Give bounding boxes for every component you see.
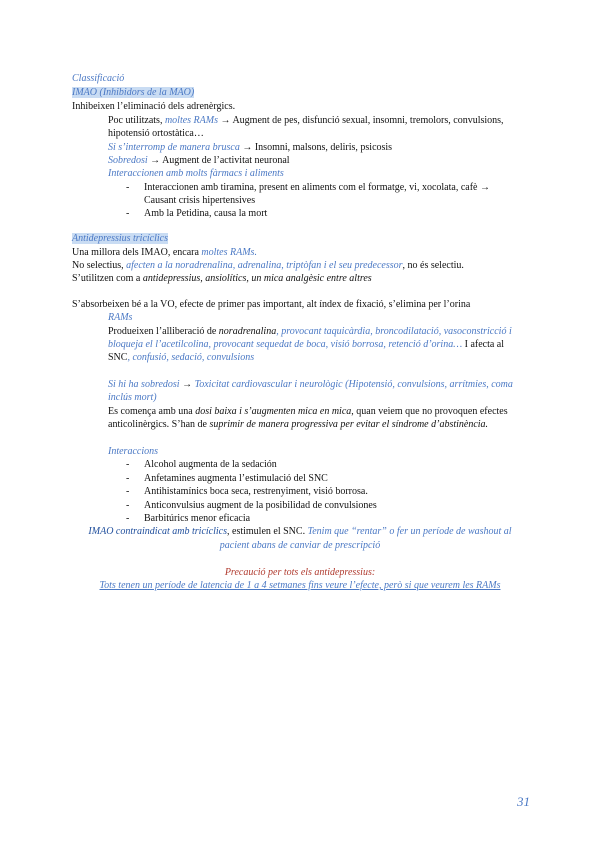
- imao-uses-cont: hipotensió ortostàtica…: [108, 128, 204, 139]
- tricyclic-line2: No selectius, afecten a la noradrenalina, adrenalina, triptòfan i el seu predecessor, no és selectiu.: [72, 260, 464, 271]
- tricyclic-heading: Antidepressius tricíclics: [72, 233, 169, 244]
- tricyclic-line3: S’utilitzen com a antidepressius, ansiolítics, un mica analgèsic entre altres: [72, 273, 372, 284]
- latency-note: Tots tenen un període de latencia de 1 a 4 setmanes fins veure l’efecte, però si que veurem les RAMs: [99, 580, 501, 591]
- rams-line3: SNC, confusió, sedació, convulsions: [108, 352, 255, 363]
- imao-overdose-line: Sobredosi → Augment de l’activitat neuronal: [108, 155, 290, 166]
- rams-line2: bloqueja el l’acetilcolina, provocant sequedat de boca, visió borrosa, retenció d’orina… I afecta al: [108, 339, 505, 350]
- warning-heading: Precaució per tots els antidepressius:: [224, 567, 376, 578]
- rams-line1: Produeixen l’alliberació de noradrenalina, provocant taquicàrdia, broncodilatació, vasoconstricció i: [108, 326, 512, 337]
- list-item: - Barbitúrics menor eficacia: [126, 513, 251, 524]
- rams-heading: RAMs: [108, 312, 133, 323]
- interactions-heading: Interaccions: [108, 446, 158, 457]
- list-item: - Interaccionen amb tiramina, present en aliments com el formatge, vi, xocolata, cafè →: [126, 182, 490, 193]
- list-item: - Antihistamínics boca seca, restrenyiment, visió borrosa.: [126, 486, 368, 497]
- list-item-cont: Causant crisis hipertensives: [144, 195, 256, 206]
- list-item: - Amb la Petidina, causa la mort: [126, 208, 268, 219]
- dose-line2: anticolinèrgics. S’han de suprimir de manera progressiva per evitar el síndrome d’abstinència.: [108, 419, 489, 430]
- dose-line1: Es comença amb una dosi baixa i s’augmenten mica en mica, quan veiem que no provoquen efectes: [108, 406, 508, 417]
- page-number: 31: [517, 794, 530, 809]
- list-item: - Alcohol augmenta de la sedación: [126, 459, 277, 470]
- imao-uses-line: Poc utilitzats, moltes RAMs → Augment de pes, disfunció sexual, insomni, tremolors, convulsions,: [108, 115, 504, 126]
- imao-interactions-heading: Interaccionen amb molts fàrmacs i aliments: [108, 168, 284, 179]
- tricyclic-overdose-line: Si hi ha sobredosi → Toxicitat cardiovascular i neurològic (Hipotensió, convulsions, arrítmies, coma: [108, 379, 513, 390]
- contraindication-cont: pacient abans de canviar de prescripció: [219, 540, 381, 551]
- contraindication-line: IMAO contraindicat amb tricíclics, estimulen el SNC. Tenim que “rentar” o fer un període de washout al: [88, 526, 512, 537]
- imao-intro: Inhibeixen l’eliminació dels adrenèrgics.: [72, 101, 236, 112]
- absorption-line: S’absorbeixen bé a la VO, efecte de primer pas important, alt índex de fixació, s’elimina per l’orina: [72, 299, 471, 310]
- list-item: - Anfetamines augmenta l’estimulació del SNC: [126, 473, 328, 484]
- imao-heading: IMAO (Inhibidors de la MAO): [72, 87, 195, 98]
- tricyclic-overdose-cont: inclús mort): [108, 392, 157, 403]
- tricyclic-line1: Una millora dels IMAO, encara moltes RAMs.: [72, 247, 257, 258]
- section-title: Classificació: [72, 73, 125, 84]
- list-item: - Anticonvulsius augment de la posibilidad de convulsiones: [126, 500, 377, 511]
- imao-abrupt-line: Si s’interromp de manera brusca → Insomni, malsons, deliris, psicosis: [108, 142, 393, 153]
